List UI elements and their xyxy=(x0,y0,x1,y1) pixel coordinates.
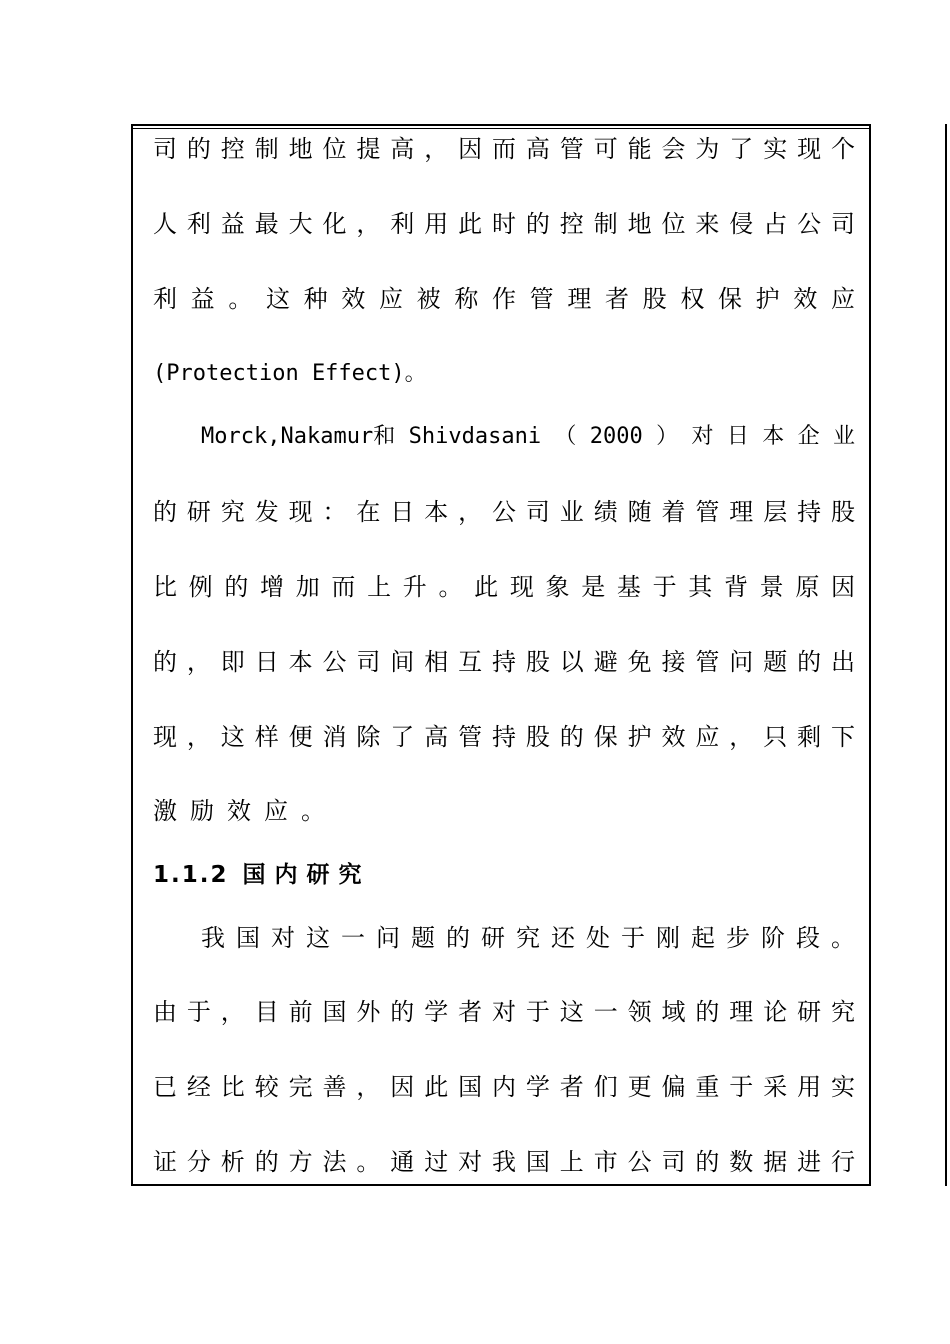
text-line-5: Morck,Nakamur和 Shivdasani （ 2000 ） 对 日 本 企 业 xyxy=(201,424,855,449)
text-line-10: 激励效应。 xyxy=(153,797,338,825)
section-heading xyxy=(153,860,371,890)
text-line-3: 利益。这种效应被称作管理者股权保护效应 xyxy=(153,285,855,313)
text-line-4: (Protection Effect)。 xyxy=(153,361,427,386)
text-line-9: 现，这样便消除了高管持股的保护效应，只剩下 xyxy=(153,723,855,751)
text-line-6: 的研究发现：在日本，公司业绩随着管理层持股 xyxy=(153,498,855,526)
text-line-1: 司的控制地位提高，因而高管可能会为了实现个 xyxy=(153,135,855,163)
text-line-14: 证分析的方法。通过对我国上市公司的数据进行 xyxy=(153,1148,855,1176)
text-line-12: 由于，目前国外的学者对于这一领域的理论研究 xyxy=(153,998,855,1026)
adjacent-page-edge xyxy=(945,124,947,1186)
text-line-13: 已经比较完善，因此国内学者们更偏重于采用实 xyxy=(153,1073,855,1101)
text-line-8: 的，即日本公司间相互持股以避免接管问题的出 xyxy=(153,648,855,676)
text-line-7: 比例的增加而上升。此现象是基于其背景原因 xyxy=(153,573,855,601)
text-line-2: 人利益最大化，利用此时的控制地位来侵占公司 xyxy=(153,210,855,238)
section-title: 国内研究 xyxy=(242,862,371,888)
text-line-11: 我国对这一问题的研究还处于刚起步阶段。 xyxy=(201,924,855,952)
section-number: 1.1.2 xyxy=(153,862,229,888)
